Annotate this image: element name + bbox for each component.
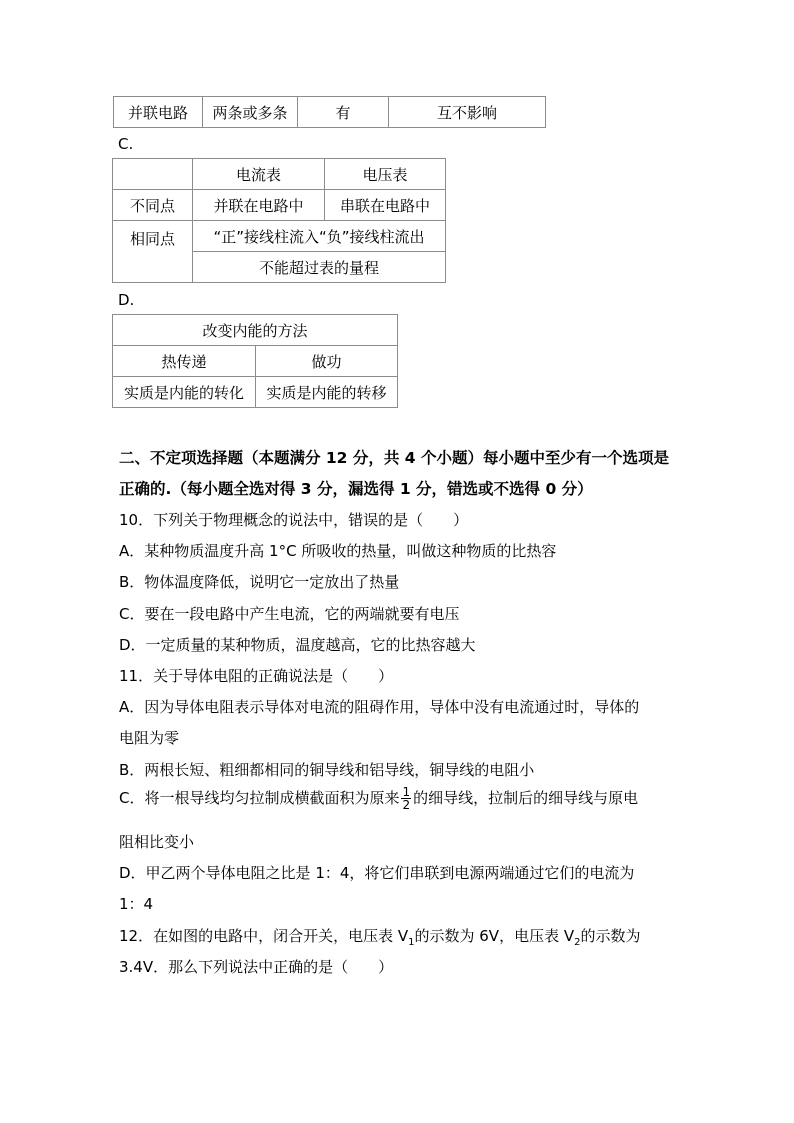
- q11-option-c-line1: [119, 786, 638, 811]
- table-row-label: 相同点: [113, 221, 193, 283]
- table-ammeter-voltmeter: [112, 158, 446, 283]
- table-header-voltmeter: 电压表: [325, 159, 446, 190]
- table-title: 改变内能的方法: [113, 315, 398, 346]
- section-heading-line2: 正确的.（每小题全选对得 3 分，漏选得 1 分，错选或不选得 0 分）: [119, 480, 593, 498]
- q10-option-a: A．某种物质温度升高 1°C 所吸收的热量，叫做这种物质的比热容: [119, 542, 557, 560]
- table-row: [113, 159, 446, 190]
- q12-stem-line1: [119, 925, 641, 948]
- table-cell: 互不影响: [389, 97, 546, 128]
- q11-option-c-text-pre: C．将一根导线均匀拉制成横截面积为原来: [119, 789, 400, 807]
- table-cell-empty: [113, 159, 193, 190]
- table-cell: 并联在电路中: [193, 190, 325, 221]
- table-header-ammeter: 电流表: [193, 159, 325, 190]
- q11-option-d-line2: 1：4: [119, 895, 154, 913]
- section-heading-line1: 二、不定项选择题（本题满分 12 分，共 4 个小题）每小题中至少有一个选项是: [119, 449, 669, 467]
- fraction-one-half: [401, 786, 411, 811]
- q11-option-b: B．两根长短、粗细都相同的铜导线和铝导线，铜导线的电阻小: [119, 761, 535, 779]
- q12-stem-line2: 3.4V．那么下列说法中正确的是（ ）: [119, 958, 394, 976]
- option-d-label: D.: [118, 291, 135, 309]
- q12-text-b: 的示数为 6V，电压表 V: [414, 927, 575, 945]
- q12-sub-1: 1: [408, 937, 415, 948]
- q12-sub-2: 2: [574, 937, 581, 948]
- q10-option-d: D．一定质量的某种物质，温度越高，它的比热容越大: [119, 636, 476, 654]
- q11-option-d-line1: D．甲乙两个导体电阻之比是 1：4，将它们串联到电源两端通过它们的电流为: [119, 864, 635, 882]
- table-row: [113, 315, 398, 346]
- table-row-label: 不同点: [113, 190, 193, 221]
- q11-option-c-text-post: 的细导线，拉制后的细导线与原电: [413, 789, 639, 807]
- table-cell: 热传递: [113, 346, 256, 377]
- table-row: [113, 377, 398, 408]
- q12-text-a: 12．在如图的电路中，闭合开关，电压表 V: [119, 927, 409, 945]
- option-c-label: C.: [118, 135, 134, 153]
- q11-option-c-line2: 阻相比变小: [119, 833, 195, 851]
- table-row: [113, 346, 398, 377]
- table-cell: 有: [298, 97, 389, 128]
- table-row: [113, 190, 446, 221]
- table-cell: 做功: [256, 346, 398, 377]
- q10-option-b: B．物体温度降低，说明它一定放出了热量: [119, 573, 400, 591]
- q12-text-c: 的示数为: [580, 927, 641, 945]
- q11-option-a-line2: 电阻为零: [119, 729, 180, 747]
- table-cell: 实质是内能的转移: [256, 377, 398, 408]
- fraction-numerator: 1: [402, 785, 411, 799]
- table-cell: 串联在电路中: [325, 190, 446, 221]
- table-cell: “正”接线柱流入“负”接线柱流出: [193, 221, 446, 252]
- q11-option-a-line1: A．因为导体电阻表示导体对电流的阻碍作用，导体中没有电流通过时，导体的: [119, 698, 640, 716]
- table-cell: 实质是内能的转化: [113, 377, 256, 408]
- table-row: [113, 221, 446, 252]
- table-internal-energy: [112, 314, 398, 408]
- table-cell: 两条或多条: [203, 97, 298, 128]
- table-series-parallel-row: [113, 96, 546, 128]
- fraction-denominator: 2: [402, 798, 411, 812]
- q10-stem: 10．下列关于物理概念的说法中，错误的是（ ）: [119, 511, 469, 529]
- table-row: [114, 97, 546, 128]
- table-cell: 不能超过表的量程: [193, 252, 446, 283]
- q11-stem: 11．关于导体电阻的正确说法是（ ）: [119, 667, 394, 685]
- table-cell: 并联电路: [114, 97, 203, 128]
- q10-option-c: C．要在一段电路中产生电流，它的两端就要有电压: [119, 605, 460, 623]
